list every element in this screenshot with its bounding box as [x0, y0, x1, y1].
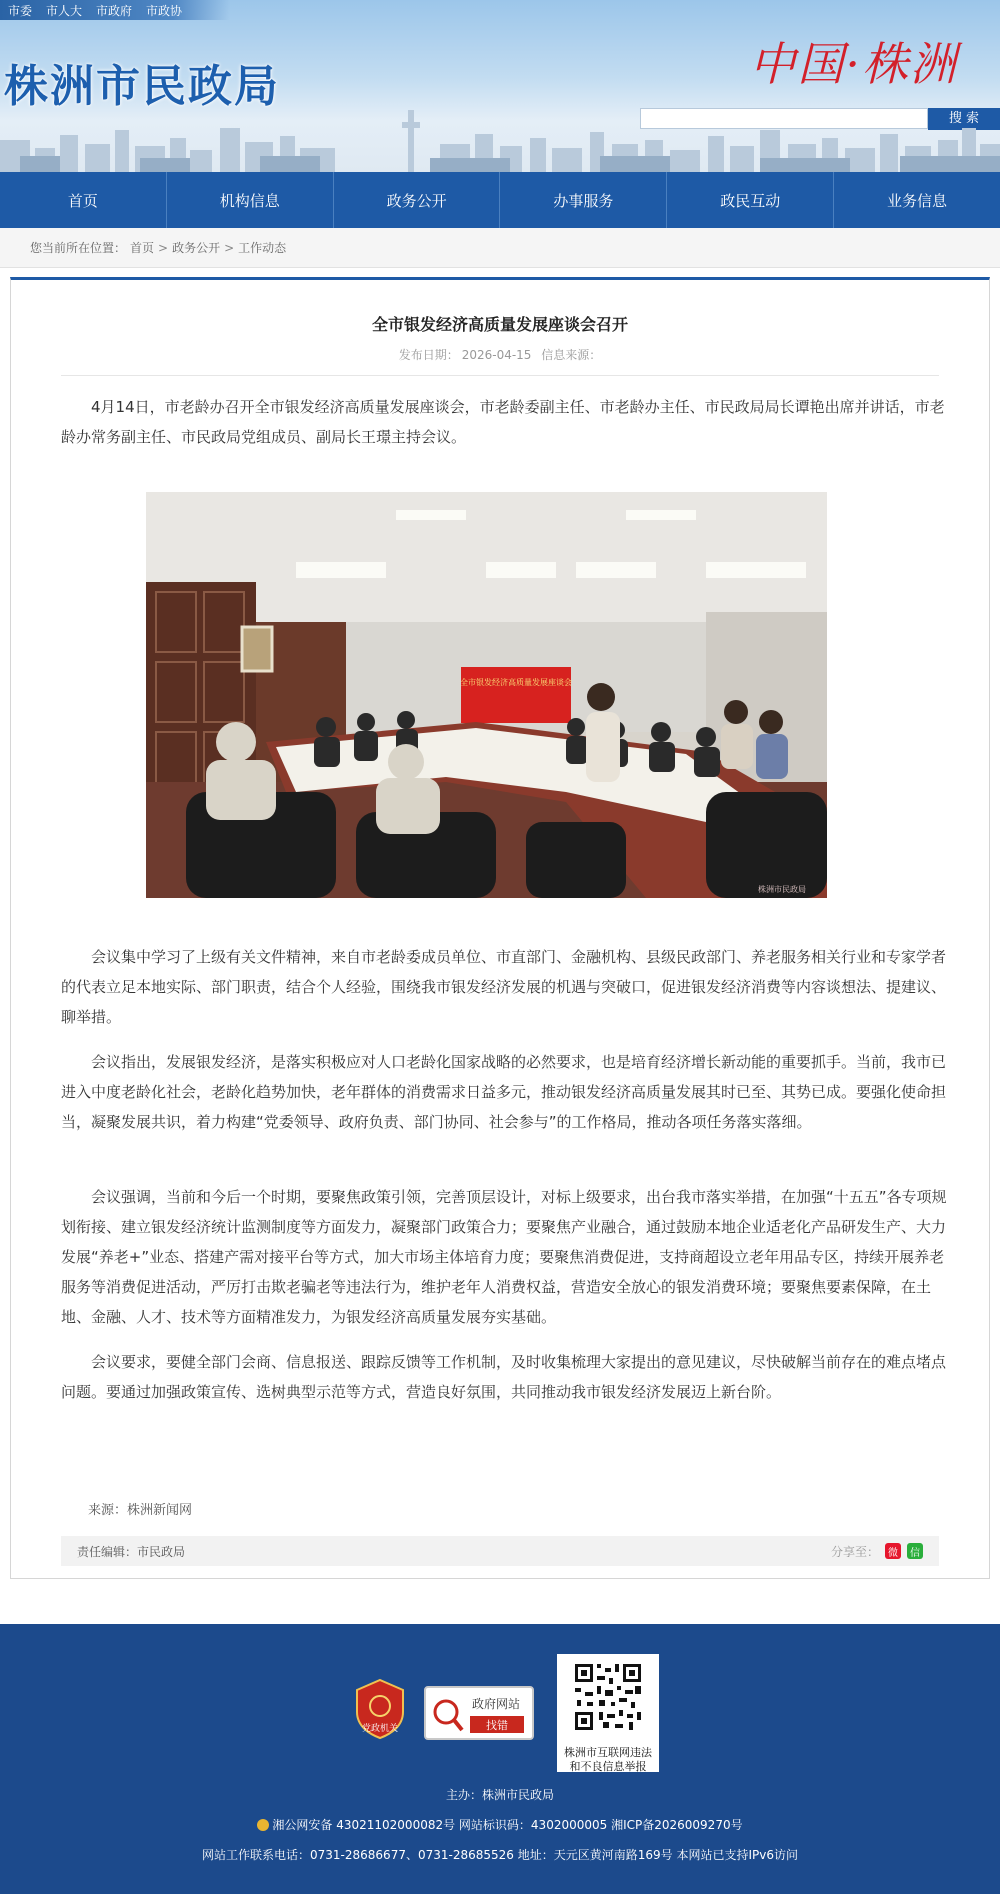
police-badge-icon	[257, 1819, 269, 1831]
share-label: 分享至：	[830, 1544, 879, 1559]
nav-interaction[interactable]: 政民互动	[667, 172, 834, 228]
share-area	[831, 1543, 923, 1560]
breadcrumb-prefix: 您当前所在位置：	[30, 241, 127, 255]
nav-government-affairs[interactable]: 政务公开	[334, 172, 501, 228]
photo-watermark: 株洲市民政局	[758, 885, 806, 894]
footer-icp[interactable]: 湘公网安备 43021102000082号 网站标识码：4302000005 湘ICP备2026009270号	[272, 1818, 743, 1832]
qr-caption-line-1: 株洲市互联网违法	[564, 1746, 652, 1759]
search-button[interactable]: 搜 索	[928, 108, 1000, 130]
qr-code-report-badge[interactable]	[557, 1654, 659, 1772]
party-government-badge-icon[interactable]	[353, 1678, 407, 1740]
article-paragraph-1: 4月14日，市老龄办召开全市银发经济高质量发展座谈会，市老龄委副主任、市老龄办主任、市民政局局长谭艳出席并讲话，市老龄办常务副主任、市民政局党组成员、副局长王璟主持会议。	[61, 398, 945, 446]
meeting-photo	[146, 492, 827, 898]
city-skyline-illustration	[0, 100, 1000, 172]
qr-code-icon	[557, 1654, 659, 1740]
breadcrumb	[0, 228, 1000, 268]
breadcrumb-home[interactable]: 首页	[130, 241, 155, 255]
title-divider	[61, 375, 939, 376]
photo-banner-text: 全市银发经济高质量发展座谈会	[460, 678, 572, 687]
error-report-badge-graphic	[426, 1688, 532, 1738]
footer-icp-line	[0, 1816, 1000, 1833]
breadcrumb-separator: >	[158, 240, 169, 255]
breadcrumb-work-news[interactable]: 工作动态	[238, 241, 287, 255]
top-link-government[interactable]: 市政府	[96, 3, 133, 18]
nav-organization[interactable]: 机构信息	[167, 172, 334, 228]
top-link-npc[interactable]: 市人大	[46, 3, 83, 18]
publish-date: 2026-04-15	[461, 348, 532, 362]
qr-caption-line-2: 和不良信息举报	[569, 1760, 647, 1773]
date-label: 发布日期：	[398, 348, 459, 362]
article-paragraph-4: 会议强调，当前和今后一个时期，要聚焦政策引领，完善顶层设计，对标上级要求，出台我市落实举措，在加强“十五五”各专项规划衔接、建立银发经济统计监测制度等方面发力，凝聚部门政策合力；要聚焦产业融合，通过鼓励本地企业适老化产品研发生产、大力发展“养老+”业态、搭建产需对接平台等方式，加大市场主体培育力度；要聚焦消费促进，支持商超设立老年用品专区，持续开展养老服务等消费促进活动，严厉打击欺老骗老等违法行为，维护老年人消费权益，营造安全放心的银发消费环境；要聚焦要素保障，在土地、金融、人才、技术等方面精准发力，为银发经济高质量发展夯实基础。	[61, 1188, 947, 1326]
breadcrumb-separator: >	[224, 240, 235, 255]
gov-website-error-report-badge[interactable]	[424, 1686, 534, 1740]
footer-host: 主办：株洲市民政局	[445, 1788, 554, 1802]
article-paragraph-3: 会议指出，发展银发经济，是落实积极应对人口老龄化国家战略的必然要求，也是培育经济增长新动能的重要抓手。当前，我市已进入中度老龄化社会，老龄化趋势加快，老年群体的消费需求日益多元，推动银发经济高质量发展其时已至、其势已成。要强化使命担当，凝聚发展共识，着力构建“党委领导、政府负责、部门协同、社会参与”的工作格局，推动各项任务落实落细。	[61, 1053, 947, 1131]
article-paragraph-2: 会议集中学习了上级有关文件精神，来自市老龄委成员单位、市直部门、金融机构、县级民政部门、养老服务相关行业和专家学者的代表立足本地实际、部门职责，结合个人经验，围绕我市银发经济发展的机遇与突破口，促进银发经济消费等内容谈想法、提建议、聊举措。	[61, 948, 947, 1026]
error-badge-bottom-text: 找错	[486, 1719, 508, 1732]
article-container	[10, 277, 990, 1579]
breadcrumb-government-affairs[interactable]: 政务公开	[172, 241, 221, 255]
wechat-icon[interactable]: 信	[907, 1543, 923, 1559]
party-badge-label: 党政机关	[361, 1724, 399, 1734]
article-meta	[11, 346, 989, 363]
responsible-editor: 责任编辑：市民政局	[77, 1544, 186, 1559]
top-links	[0, 0, 230, 20]
weibo-icon[interactable]: 微	[885, 1543, 901, 1559]
editor-bar	[61, 1536, 939, 1566]
site-title: 株洲市民政局	[4, 61, 280, 112]
source-label: 信息来源：	[541, 348, 602, 362]
nav-business-info[interactable]: 业务信息	[887, 191, 948, 210]
site-header	[0, 0, 1000, 172]
footer-contact: 网站工作联系电话：0731-28686677、0731-28685526 地址：天元区黄河南路169号 本网站已支持IPv6访问	[202, 1848, 798, 1862]
meeting-photo-illustration	[146, 492, 827, 898]
article-title: 全市银发经济高质量发展座谈会召开	[371, 315, 628, 334]
nav-home[interactable]: 首页	[0, 172, 167, 228]
nav-services[interactable]: 办事服务	[500, 172, 667, 228]
top-link-cppcc[interactable]: 市政协	[146, 3, 183, 18]
article-paragraph-5: 会议要求，要健全部门会商、信息报送、跟踪反馈等工作机制，及时收集梳理大家提出的意见建议，尽快破解当前存在的难点堵点问题。要通过加强政策宣传、选树典型示范等方式，营造良好氛围，共同推动我市银发经济发展迈上新台阶。	[61, 1353, 947, 1401]
main-nav	[0, 172, 1000, 228]
site-footer	[0, 1624, 1000, 1894]
article-source: 来源：株洲新闻网	[88, 1503, 193, 1518]
top-link-party[interactable]: 市委	[8, 3, 33, 18]
error-badge-top-text: 政府网站	[471, 1697, 521, 1711]
brand-logo: 中国·株洲	[749, 37, 958, 91]
